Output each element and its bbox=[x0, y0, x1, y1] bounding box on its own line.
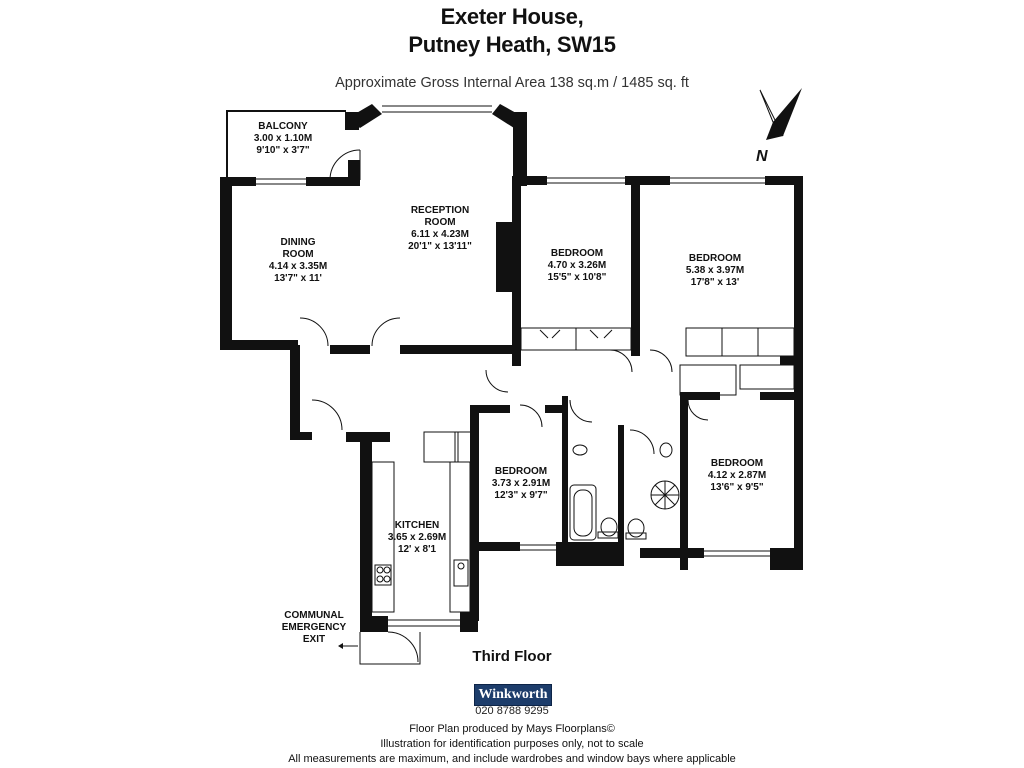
room-name: BEDROOM bbox=[494, 466, 548, 477]
communal-exit-label bbox=[276, 610, 352, 646]
room-imperial: 12' x 8'1 bbox=[397, 544, 437, 555]
room-imperial: 17'8" x 13' bbox=[690, 277, 740, 288]
room-name: BEDROOM bbox=[550, 248, 604, 259]
fixtures bbox=[253, 106, 794, 664]
room-name-2: ROOM bbox=[282, 249, 314, 260]
footer-line-2: Illustration for identification purposes only, not to scale bbox=[380, 738, 644, 750]
footer-line-3: All measurements are maximum, and include wardrobes and window bays where applicable bbox=[288, 753, 736, 765]
compass-label: N bbox=[756, 148, 768, 165]
room-name: KITCHEN bbox=[394, 520, 440, 531]
room-label-reception bbox=[408, 205, 472, 253]
room-name: BALCONY bbox=[258, 121, 308, 132]
room-name: DINING bbox=[280, 237, 316, 248]
room-metric: 4.12 x 2.87M bbox=[707, 470, 767, 481]
compass-icon bbox=[760, 88, 802, 140]
room-imperial: 20'1" x 13'11" bbox=[408, 241, 472, 252]
title-line-2: Putney Heath, SW15 bbox=[408, 32, 616, 57]
exit-line-3: EXIT bbox=[302, 634, 326, 645]
room-label-bedroom-2 bbox=[686, 253, 744, 289]
room-imperial: 9'10" x 3'7" bbox=[256, 145, 310, 156]
footer-line-1: Floor Plan produced by Mays Floorplans© bbox=[409, 723, 615, 735]
room-metric: 3.65 x 2.69M bbox=[387, 532, 447, 543]
agent-phone: 020 8788 9295 bbox=[475, 705, 549, 717]
room-imperial: 12'3" x 9'7" bbox=[494, 490, 548, 501]
exit-line-1: COMMUNAL bbox=[284, 610, 344, 621]
room-metric: 4.14 x 3.35M bbox=[268, 261, 328, 272]
room-name: BEDROOM bbox=[688, 253, 742, 264]
room-metric: 5.38 x 3.97M bbox=[685, 265, 745, 276]
room-metric: 3.00 x 1.10M bbox=[253, 133, 313, 144]
exit-line-2: EMERGENCY bbox=[281, 622, 347, 633]
room-name: BEDROOM bbox=[710, 458, 764, 469]
room-imperial: 15'5" x 10'8" bbox=[547, 272, 607, 283]
room-label-bedroom-3 bbox=[492, 466, 550, 502]
room-label-balcony bbox=[254, 121, 312, 157]
room-label-dining bbox=[269, 237, 327, 285]
room-imperial: 13'7" x 11' bbox=[274, 273, 322, 284]
room-metric: 6.11 x 4.23M bbox=[411, 229, 469, 240]
room-name-2: ROOM bbox=[424, 217, 456, 228]
room-label-kitchen bbox=[388, 520, 446, 556]
room-label-bedroom-4 bbox=[708, 458, 766, 494]
floor-label: Third Floor bbox=[472, 648, 552, 665]
room-label-bedroom-1 bbox=[548, 248, 607, 284]
agent-logo: Winkworth bbox=[474, 684, 552, 706]
room-metric: 4.70 x 3.26M bbox=[547, 260, 607, 271]
title-line-1: Exeter House, bbox=[440, 4, 584, 29]
room-imperial: 13'6" x 9'5" bbox=[710, 482, 764, 493]
room-metric: 3.73 x 2.91M bbox=[491, 478, 551, 489]
room-name: RECEPTION bbox=[410, 205, 470, 216]
gross-internal-area: Approximate Gross Internal Area 138 sq.m / 1485 sq. ft bbox=[335, 75, 689, 91]
